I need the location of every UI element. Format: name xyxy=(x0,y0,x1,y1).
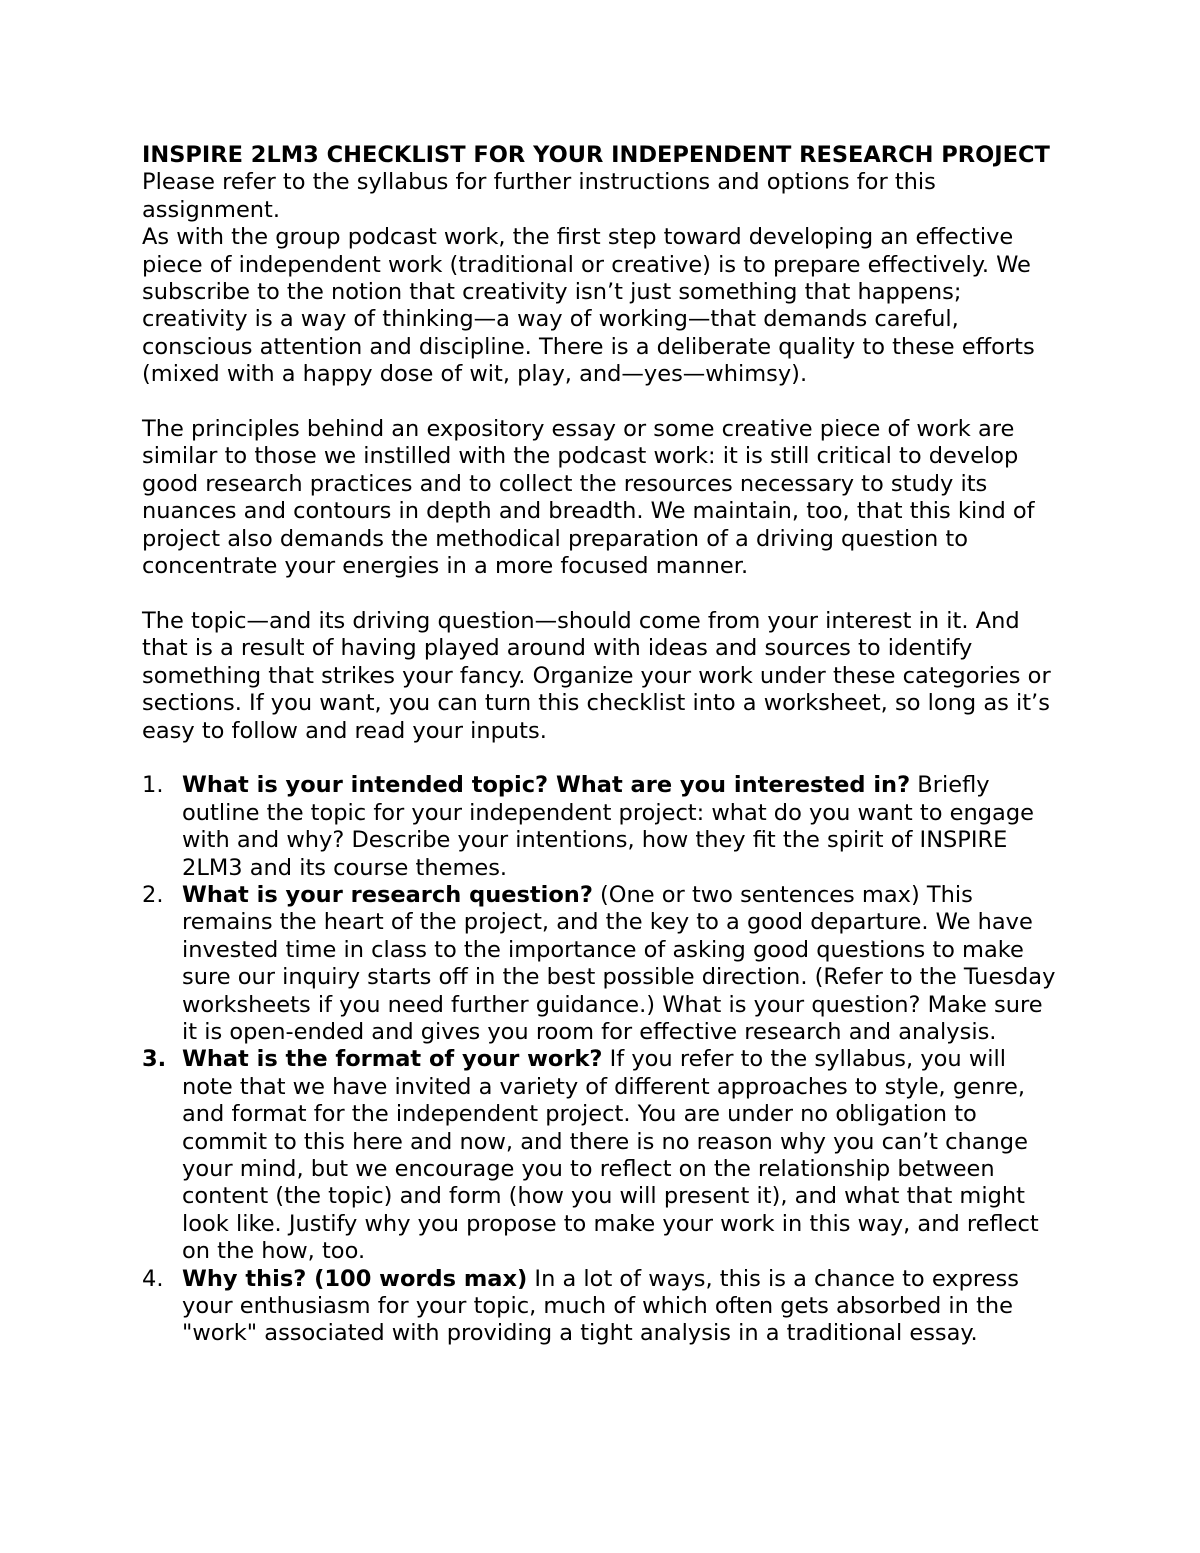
intro-paragraph-2: As with the group podcast work, the first step toward developing an effective piece of independent work (traditional or creative) is to prepare effectively. We subscribe to the notion that creativity isn’t just something that happens; creativity is a way of thinking—a way of working—that demands careful, conscious attention and discipline. There is a deliberate quality to these efforts (mixed with a happy dose of wit, play, and—yes—whimsy). xyxy=(142,224,1035,388)
checklist-item xyxy=(142,772,1062,882)
item-text: If you refer to the syllabus, you will note that we have invited a variety of different approaches to style, genre, and format for the independent project. You are under no obligation to commit to this here and now, and there is no reason why you can’t change your mind, but we encourage you to reflect on the relationship between content (the topic) and form (how you will present it), and what that might look like. Justify why you propose to make your work in this way, and reflect on the how, too. xyxy=(182,1046,1039,1265)
item-number: 3. xyxy=(142,1046,167,1073)
item-number: 2. xyxy=(142,881,164,908)
item-number: 4. xyxy=(142,1265,164,1292)
item-text: Briefly outline the topic for your independent project: what do you want to engage with and why? Describe your intentions, how they fit the spirit of INSPIRE 2LM3 and its course themes. xyxy=(182,772,1034,881)
checklist-item xyxy=(142,882,1062,1046)
intro-paragraph-1: Please refer to the syllabus for further instructions and options for this assignment. xyxy=(142,169,936,223)
checklist-item xyxy=(142,1266,1062,1348)
item-question: What is your research question? xyxy=(182,881,593,908)
principles-paragraph: The principles behind an expository essay or some creative piece of work are similar to those we instilled with the podcast work: it is still critical to develop good research practices and to collect the resources necessary to study its nuances and contours in depth and breadth. We maintain, too, that this kind of project also demands the methodical preparation of a driving question to concentrate your energies in a more focused manner. xyxy=(142,416,1035,580)
paragraph-spacer xyxy=(142,389,1062,416)
checklist-item xyxy=(142,1046,1062,1265)
paragraph-spacer xyxy=(142,580,1062,607)
item-question: What is the format of your work? xyxy=(182,1046,603,1073)
document-title: INSPIRE 2LM3 CHECKLIST FOR YOUR INDEPENDENT RESEARCH PROJECT xyxy=(142,142,1050,168)
document-page xyxy=(142,142,1062,1348)
checklist xyxy=(142,772,1062,1348)
item-text: In a lot of ways, this is a chance to express your enthusiasm for your topic, much of which often gets absorbed in the "work" associated with providing a tight analysis in a traditional essay. xyxy=(182,1265,1019,1347)
paragraph-spacer xyxy=(142,745,1062,772)
topic-paragraph: The topic—and its driving question—should come from your interest in it. And that is a result of having played around with ideas and sources to identify something that strikes your fancy. Organize your work under these categories or sections. If you want, you can turn this checklist into a worksheet, so long as it’s easy to follow and read your inputs. xyxy=(142,607,1051,744)
item-question: Why this? (100 words max) xyxy=(182,1265,528,1292)
item-text: (One or two sentences max) This remains the heart of the project, and the key to a good departure. We have invested time in class to the importance of asking good questions to make sure our inquiry starts off in the best possible direction. (Refer to the Tuesday worksheets if you need further guidance.) What is your question? Make sure it is open-ended and gives you room for effective research and analysis. xyxy=(182,881,1056,1045)
item-number: 1. xyxy=(142,772,164,799)
item-question: What is your intended topic? What are you interested in? xyxy=(182,772,911,799)
